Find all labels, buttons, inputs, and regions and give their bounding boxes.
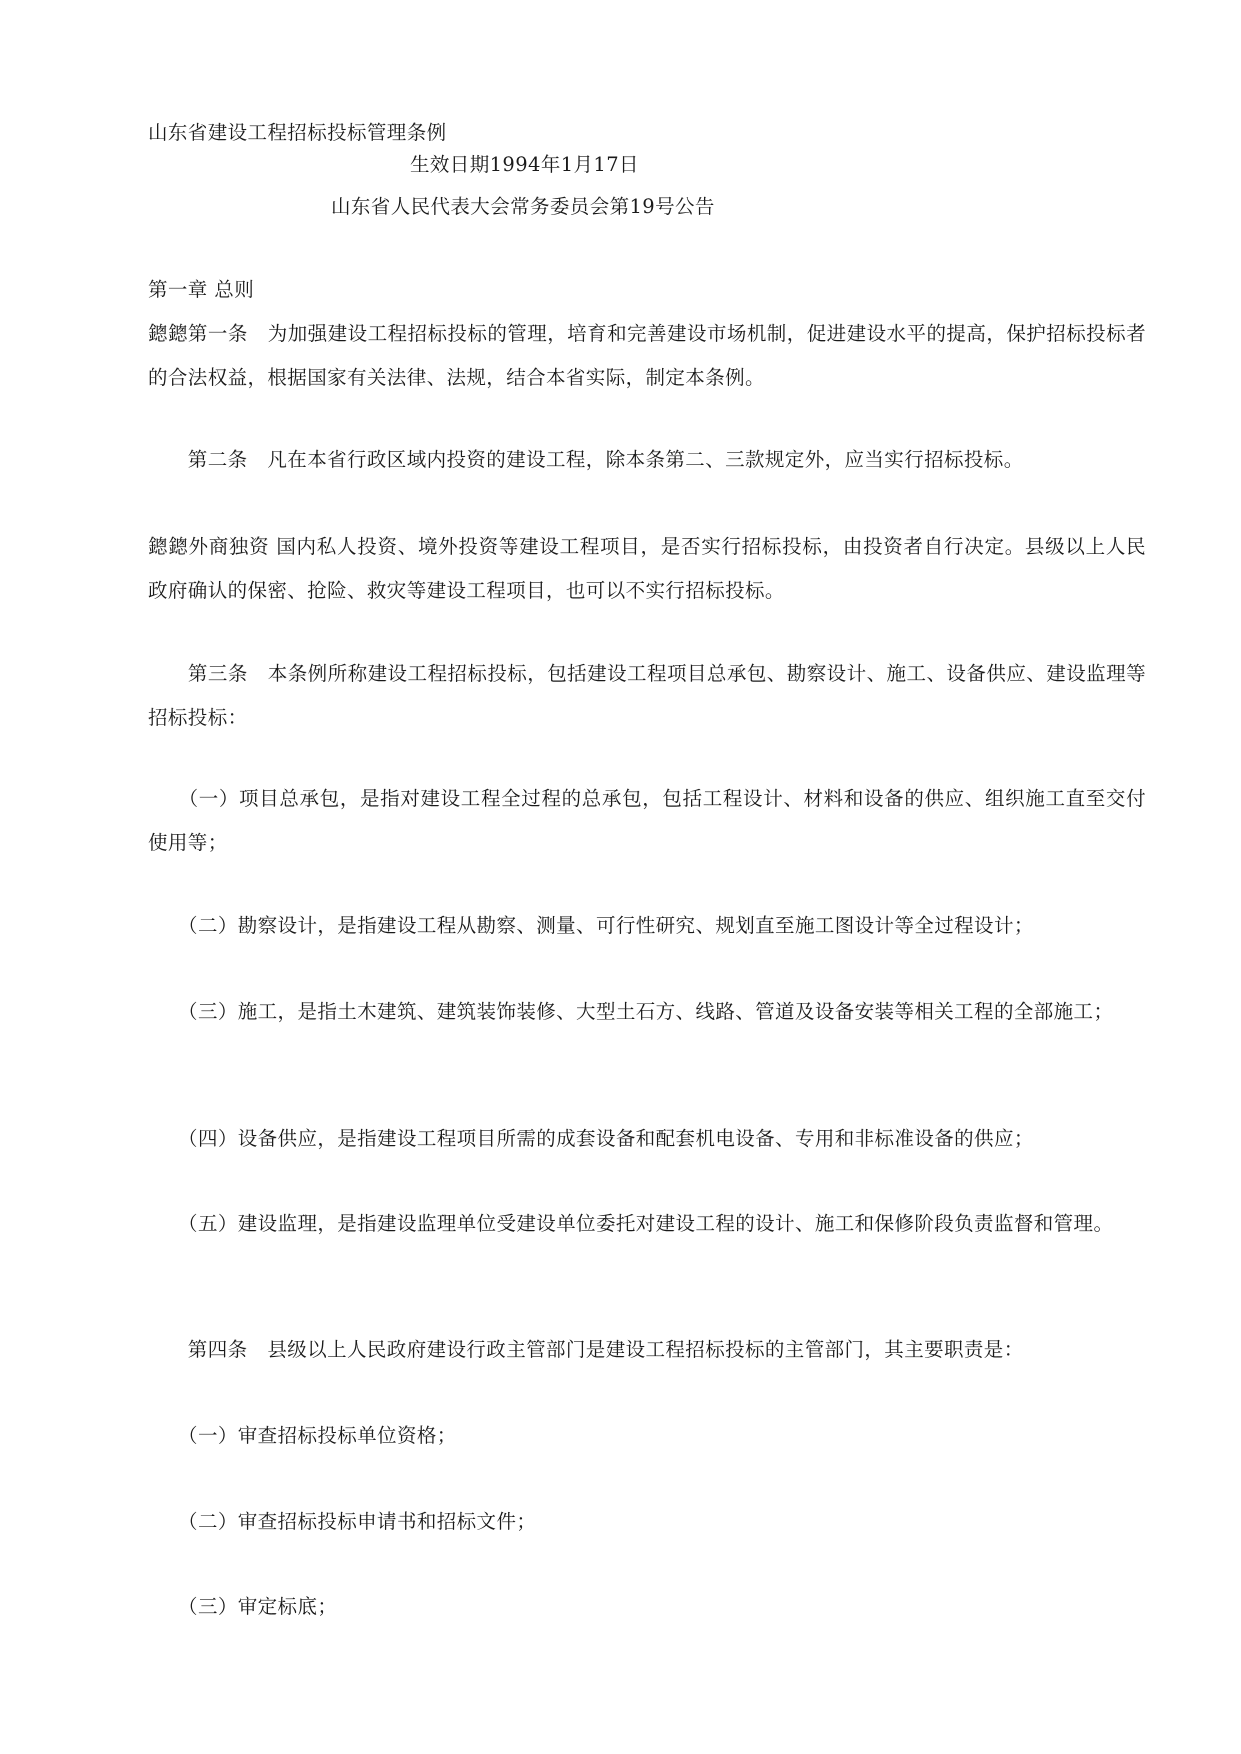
article-3-item-1: （一）项目总承包，是指对建设工程全过程的总承包，包括工程设计、材料和设备的供应、组织施工直至交付使用等； [148, 787, 1146, 854]
article-3-item-5: （五）建设监理，是指建设监理单位受建设单位委托对建设工程的设计、施工和保修阶段负责监督和管理。 [148, 1212, 1114, 1235]
article-2-paragraph: 第二条 凡在本省行政区域内投资的建设工程，除本条第二、三款规定外，应当实行招标投标。 [148, 448, 1024, 471]
article-4-item-3: （三）审定标底； [148, 1595, 338, 1618]
article-4-paragraph: 第四条 县级以上人民政府建设行政主管部门是建设工程招标投标的主管部门，其主要职责是： [148, 1338, 1024, 1361]
chapter-heading: 第一章 总则 [148, 278, 255, 301]
article-2-clause-paragraph: 鏓鏓外商独资 国内私人投资、境外投资等建设工程项目，是否实行招标投标，由投资者自行决定。县级以上人民政府确认的保密、抢险、救灾等建设工程项目，也可以不实行招标投标。 [148, 535, 1146, 602]
article-1-paragraph: 鏓鏓第一条 为加强建设工程招标投标的管理，培育和完善建设市场机制，促进建设水平的提高，保护招标投标者的合法权益，根据国家有关法律、法规，结合本省实际，制定本条例。 [148, 322, 1146, 389]
article-3-item-3: （三）施工，是指土木建筑、建筑装饰装修、大型土石方、线路、管道及设备安装等相关工程的全部施工； [148, 1000, 1114, 1023]
article-4-item-2: （二）审查招标投标申请书和招标文件； [148, 1510, 537, 1533]
article-3-item-4: （四）设备供应，是指建设工程项目所需的成套设备和配套机电设备、专用和非标准设备的供应； [148, 1127, 1034, 1150]
article-3-item-2: （二）勘察设计，是指建设工程从勘察、测量、可行性研究、规划直至施工图设计等全过程设计； [148, 914, 1034, 937]
article-4-item-1: （一）审查招标投标单位资格； [148, 1424, 457, 1447]
document-title: 山东省建设工程招标投标管理条例 [148, 121, 447, 144]
article-3-paragraph: 第三条 本条例所称建设工程招标投标，包括建设工程项目总承包、勘察设计、施工、设备供应、建设监理等招标投标： [148, 662, 1146, 729]
effective-date: 生效日期1994年1月17日 [410, 153, 639, 176]
announcement-number: 山东省人民代表大会常务委员会第19号公告 [331, 195, 715, 218]
